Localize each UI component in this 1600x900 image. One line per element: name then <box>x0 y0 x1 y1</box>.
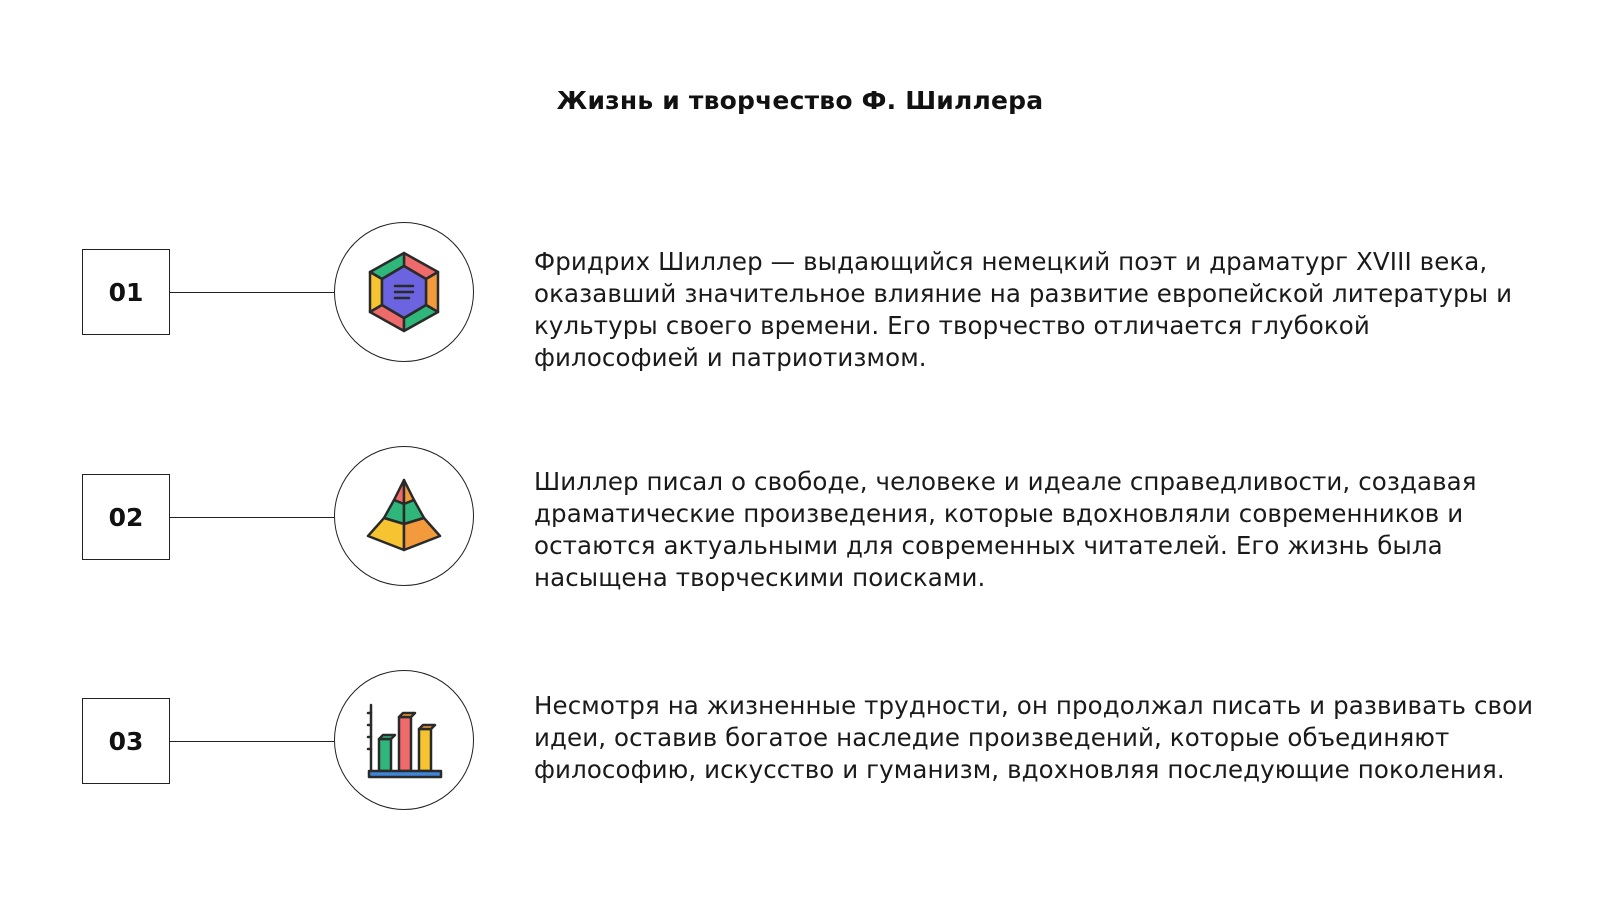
connector-line <box>170 517 334 518</box>
slide-title: Жизнь и творчество Ф. Шиллера <box>556 86 1044 115</box>
icon-circle <box>334 446 474 586</box>
list-item <box>0 670 1600 810</box>
list-item <box>0 446 1600 592</box>
item-number-box: 02 <box>82 474 170 560</box>
hexagon-icon <box>366 251 442 333</box>
item-description: Шиллер писал о свободе, человеке и идеале справедливости, создавая драматические произведения, которые вдохновляли современников и остаются актуальными для современных читателей. Его жизнь была насыщена творческими поисками. <box>534 467 1477 592</box>
item-number-box: 03 <box>82 698 170 784</box>
connector-line <box>170 292 334 293</box>
icon-circle <box>334 670 474 810</box>
bar-chart-icon <box>363 699 445 781</box>
icon-circle <box>334 222 474 362</box>
pyramid-icon <box>364 476 444 556</box>
item-number-box: 01 <box>82 249 170 335</box>
item-description: Фридрих Шиллер — выдающийся немецкий поэт и драматург XVIII века, оказавший значительное влияние на развитие европейской литературы и культуры своего времени. Его творчество отличается глубокой философией и патриотизмом. <box>534 247 1513 372</box>
list-item <box>0 222 1600 372</box>
connector-line <box>170 741 334 742</box>
item-description: Несмотря на жизненные трудности, он продолжал писать и развивать свои идеи, оставив богатое наследие произведений, которые объединяют философию, искусство и гуманизм, вдохновляя последующие поколения. <box>534 691 1534 784</box>
